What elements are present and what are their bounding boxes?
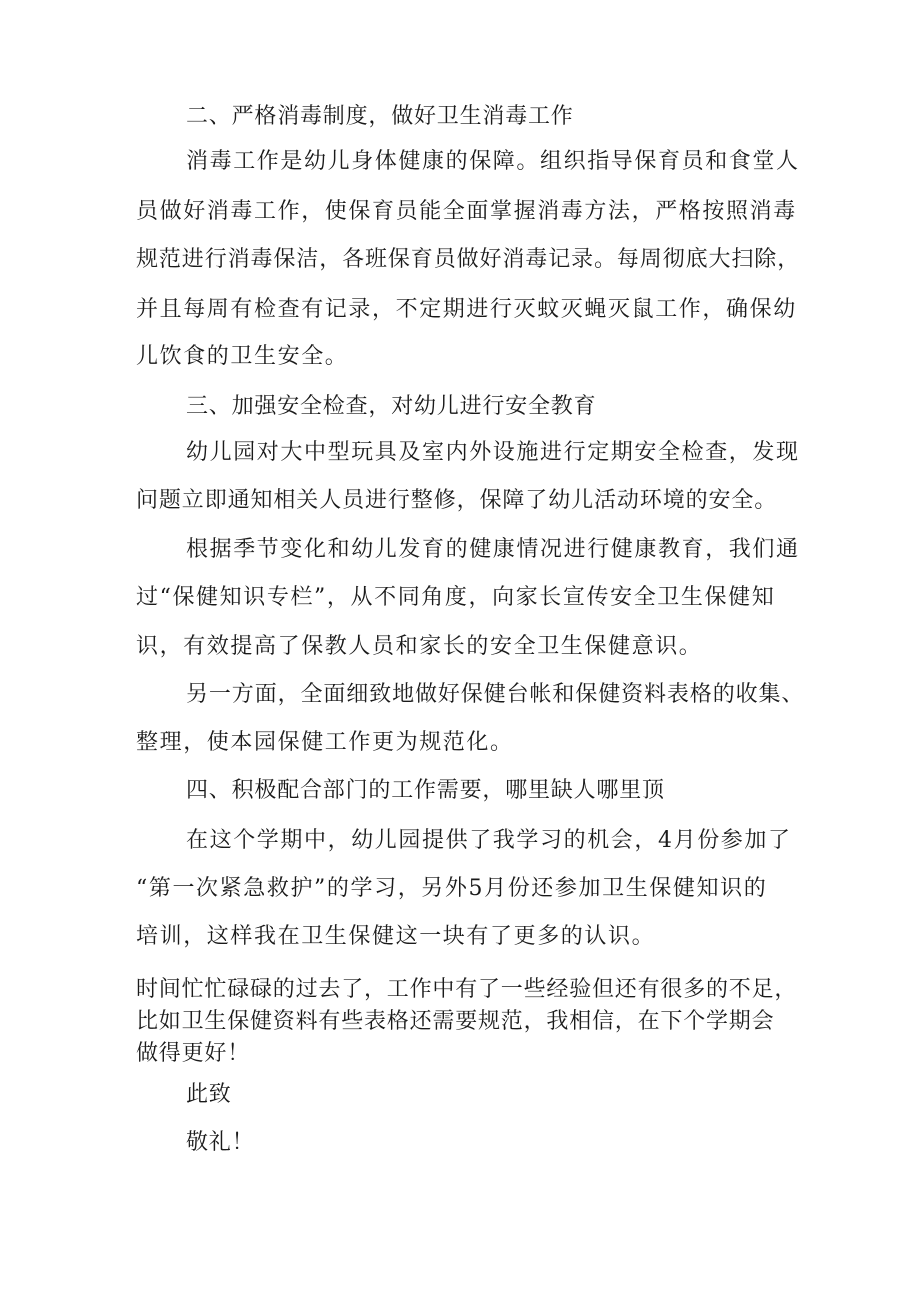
paragraph-line: 幼儿园对大中型玩具及室内外设施进行定期安全检查，发现 bbox=[186, 440, 800, 465]
paragraph-line: “第一次紧急救护”的学习，另外5月份还参加卫生保健知识的 bbox=[136, 876, 768, 901]
closing-regards: 敬礼！ bbox=[186, 1130, 255, 1155]
section-heading-cooperation: 四、积极配合部门的工作需要，哪里缺人哪里顶 bbox=[186, 778, 665, 803]
section-heading-disinfection: 二、严格消毒制度，做好卫生消毒工作 bbox=[186, 104, 574, 129]
paragraph-line: 并且每周有检查有记录，不定期进行灭蚊灭蝇灭鼠工作，确保幼 bbox=[136, 297, 797, 322]
paragraph-line: 整理，使本园保健工作更为规范化。 bbox=[136, 730, 514, 755]
conclusion-line: 比如卫生保健资料有些表格还需要规范，我相信，在下个学期会 bbox=[136, 1009, 775, 1034]
paragraph-line: 根据季节变化和幼儿发育的健康情况进行健康教育，我们通 bbox=[186, 537, 800, 562]
conclusion-line: 时间忙忙碌碌的过去了，工作中有了一些经验但还有很多的不足， bbox=[136, 977, 798, 1002]
closing-salutation: 此致 bbox=[186, 1082, 232, 1107]
paragraph-line: 培训，这样我在卫生保健这一块有了更多的认识。 bbox=[136, 924, 656, 949]
paragraph-line: 员做好消毒工作，使保育员能全面掌握消毒方法，严格按照消毒 bbox=[136, 199, 797, 224]
conclusion-line: 做得更好！ bbox=[136, 1041, 251, 1066]
paragraph-line: 问题立即通知相关人员进行整修，保障了幼儿活动环境的安全。 bbox=[136, 488, 778, 513]
paragraph-line: 规范进行消毒保洁，各班保育员做好消毒记录。每周彻底大扫除， bbox=[136, 247, 801, 272]
paragraph-line: 另一方面，全面细致地做好保健台帐和保健资料表格的收集、 bbox=[186, 682, 805, 707]
paragraph-line: 过“保健知识专栏”，从不同角度，向家长宣传安全卫生保健知 bbox=[136, 585, 776, 610]
paragraph-line: 识，有效提高了保教人员和家长的安全卫生保健意识。 bbox=[136, 634, 703, 659]
section-heading-safety: 三、加强安全检查，对幼儿进行安全教育 bbox=[186, 394, 597, 419]
paragraph-line: 在这个学期中，幼儿园提供了我学习的机会，4月份参加了 bbox=[186, 828, 792, 853]
paragraph-line: 消毒工作是幼儿身体健康的保障。组织指导保育员和食堂人 bbox=[186, 149, 800, 174]
paragraph-line: 儿饮食的卫生安全。 bbox=[136, 344, 349, 369]
